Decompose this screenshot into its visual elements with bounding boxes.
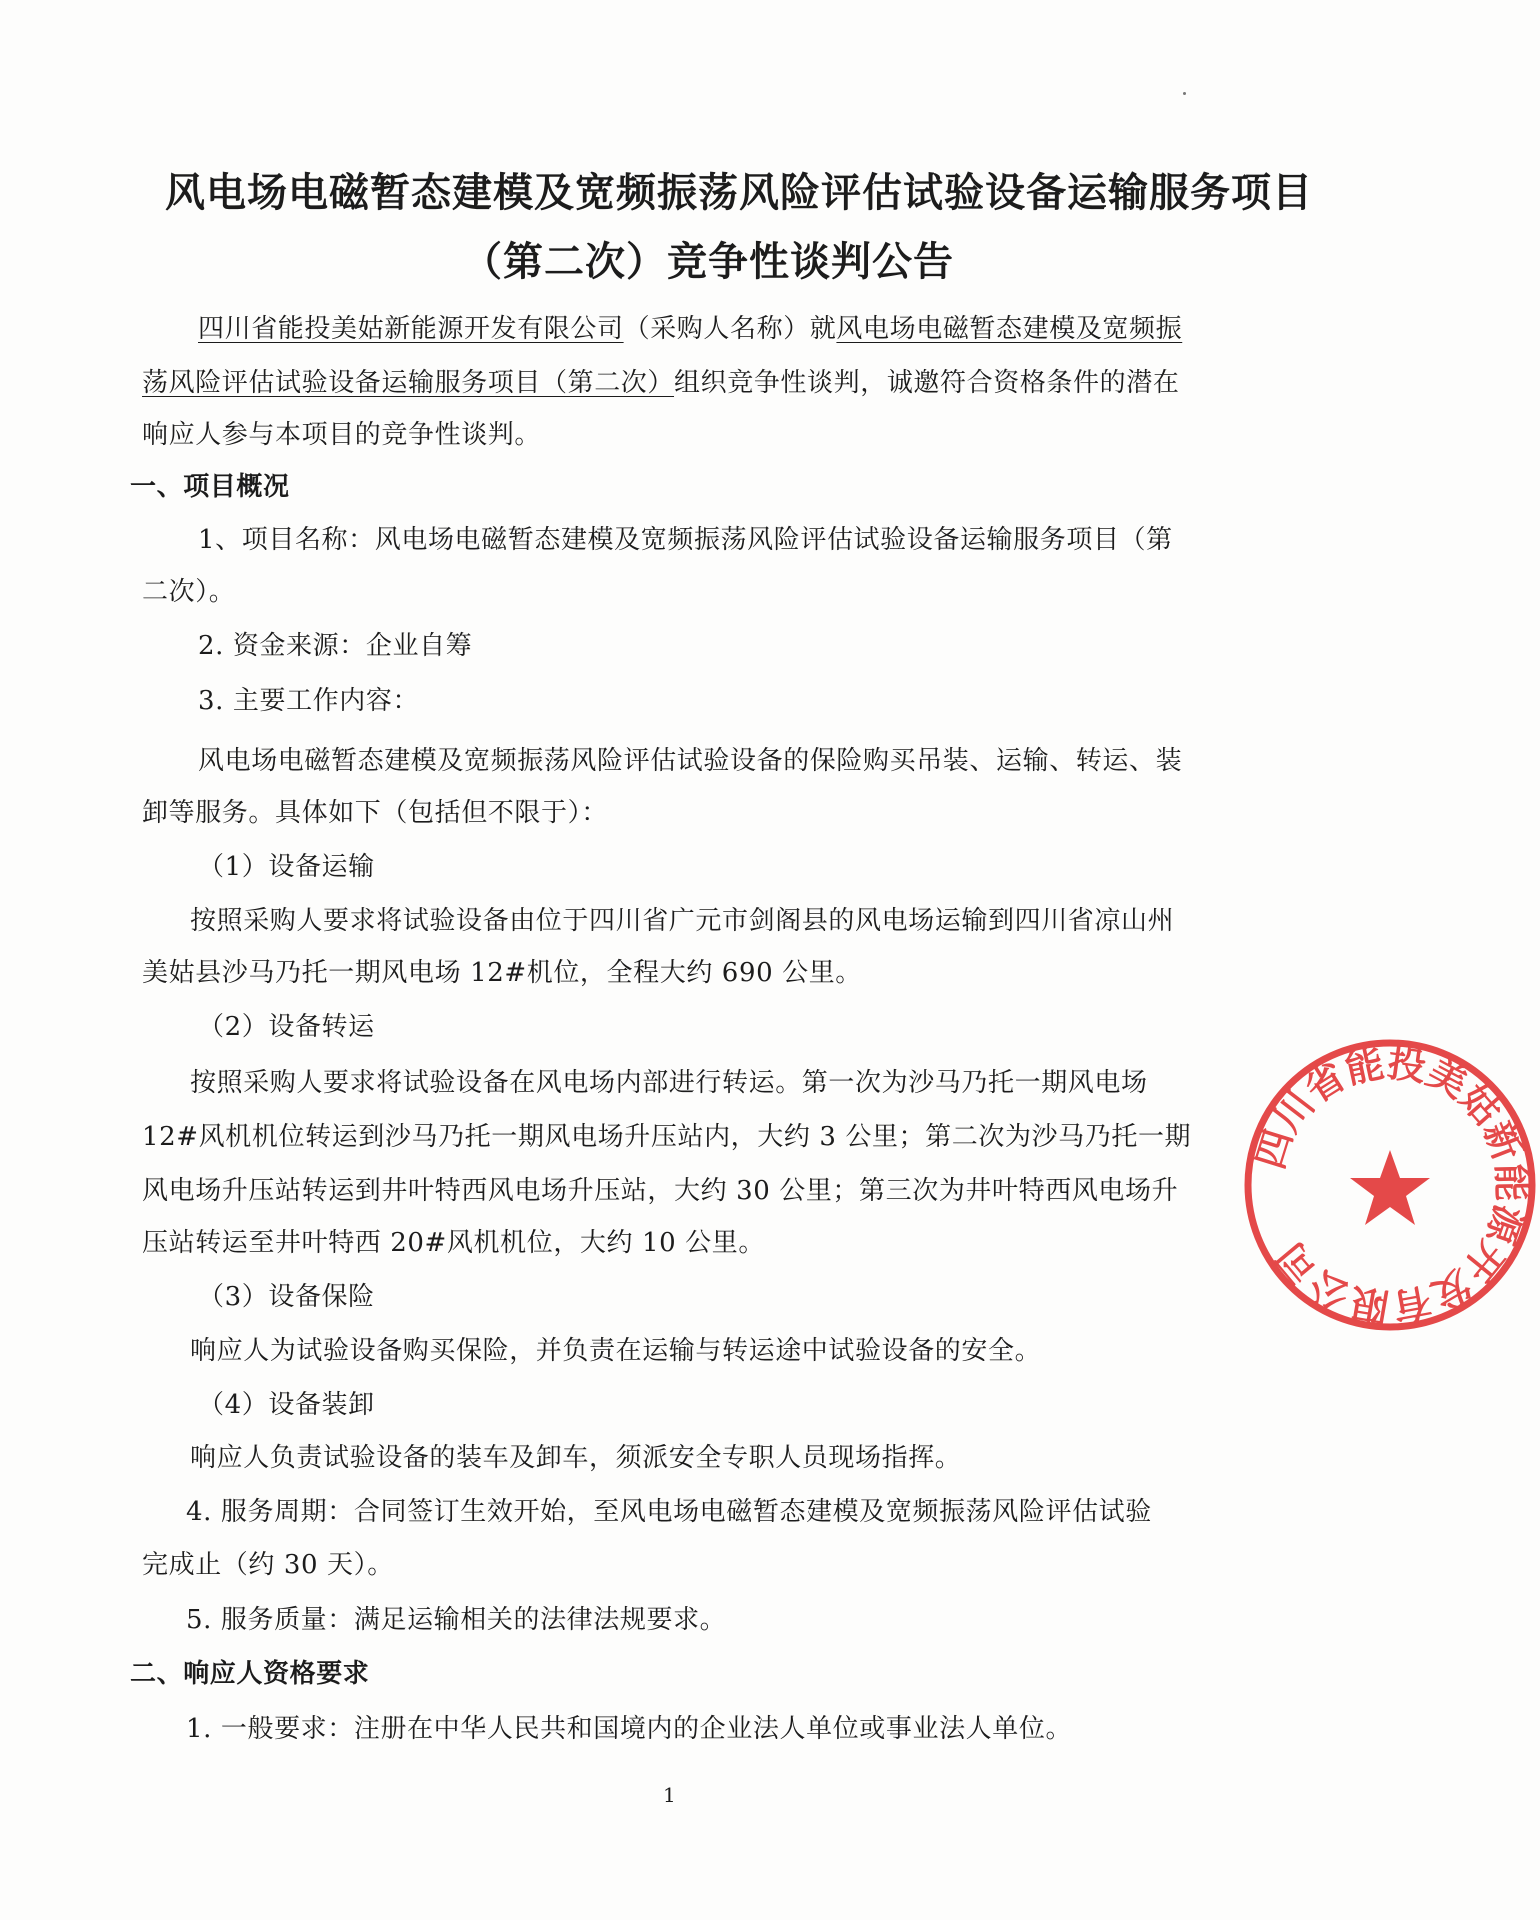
purchaser-name: 四川省能投美姑新能源开发有限公司 [198, 314, 624, 344]
sub3-line1: 响应人为试验设备购买保险，并负责在运输与转运途中试验设备的安全。 [190, 1336, 1042, 1366]
sub2-line3: 风电场升压站转运到井叶特西风电场升压站，大约 30 公里；第三次为井叶特西风电场升 [142, 1176, 1179, 1206]
item1-line2: 二次）。 [142, 577, 236, 607]
sub2-line4: 压站转运至井叶特西 20#风机机位，大约 10 公里。 [142, 1228, 765, 1258]
work-line2: 卸等服务。具体如下（包括但不限于）： [142, 798, 608, 828]
page-number: 1 [663, 1783, 677, 1807]
item1-line1: 1、项目名称：风电场电磁暂态建模及宽频振荡风险评估试验设备运输服务项目（第 [198, 525, 1173, 555]
project-name-part2: 荡风险评估试验设备运输服务项目（第二次） [142, 368, 675, 398]
seal-text: 四川省能投美姑新能源开发有限公司 [1246, 1039, 1535, 1331]
intro-line2 [142, 368, 1179, 398]
sub1-line2: 美姑县沙马乃托一期风电场 12#机位，全程大约 690 公里。 [142, 958, 862, 988]
intro-text-after: 组织竞争性谈判，诚邀符合资格条件的潜在 [674, 368, 1180, 398]
sub4-title: （4）设备装卸 [198, 1390, 375, 1420]
seal-star-icon [1350, 1150, 1430, 1225]
section1-heading: 一、项目概况 [130, 472, 290, 502]
scan-speck [1183, 92, 1186, 95]
sub2-line2: 12#风机机位转运到沙马乃托一期风电场升压站内，大约 3 公里；第二次为沙马乃托一期 [142, 1122, 1192, 1152]
document-title-line2: （第二次）竞争性谈判公告 [462, 238, 954, 285]
item3-work-heading: 3. 主要工作内容： [198, 686, 420, 716]
project-name-part1: 风电场电磁暂态建模及宽频振 [836, 314, 1183, 344]
company-seal [1240, 1035, 1540, 1335]
sub3-title: （3）设备保险 [198, 1282, 375, 1312]
item4-line1: 4. 服务周期：合同签订生效开始，至风电场电磁暂态建模及宽频振荡风险评估试验 [186, 1497, 1152, 1527]
sub1-line1: 按照采购人要求将试验设备由位于四川省广元市剑阁县的风电场运输到四川省凉山州 [190, 906, 1175, 936]
seal-graphic [1240, 1035, 1540, 1335]
intro-line3: 响应人参与本项目的竞争性谈判。 [142, 420, 542, 450]
sub1-title: （1）设备运输 [198, 852, 375, 882]
item5-quality: 5. 服务质量：满足运输相关的法律法规要求。 [186, 1605, 727, 1635]
item2-funding: 2. 资金来源：企业自筹 [198, 631, 473, 661]
sub2-title: （2）设备转运 [198, 1012, 375, 1042]
section2-heading: 二、响应人资格要求 [130, 1659, 370, 1689]
intro-line1 [198, 314, 1182, 344]
document-title-line1: 风电场电磁暂态建模及宽频振荡风险评估试验设备运输服务项目 [165, 169, 1313, 216]
item4-line2: 完成止（约 30 天）。 [142, 1550, 394, 1580]
section2-item1: 1. 一般要求：注册在中华人民共和国境内的企业法人单位或事业法人单位。 [186, 1714, 1073, 1744]
purchaser-note: （采购人名称）就 [623, 314, 837, 344]
sub4-line1: 响应人负责试验设备的装车及卸车，须派安全专职人员现场指挥。 [190, 1443, 962, 1473]
work-line1: 风电场电磁暂态建模及宽频振荡风险评估试验设备的保险购买吊装、运输、转运、装 [198, 746, 1183, 776]
sub2-line1: 按照采购人要求将试验设备在风电场内部进行转运。第一次为沙马乃托一期风电场 [190, 1068, 1148, 1098]
